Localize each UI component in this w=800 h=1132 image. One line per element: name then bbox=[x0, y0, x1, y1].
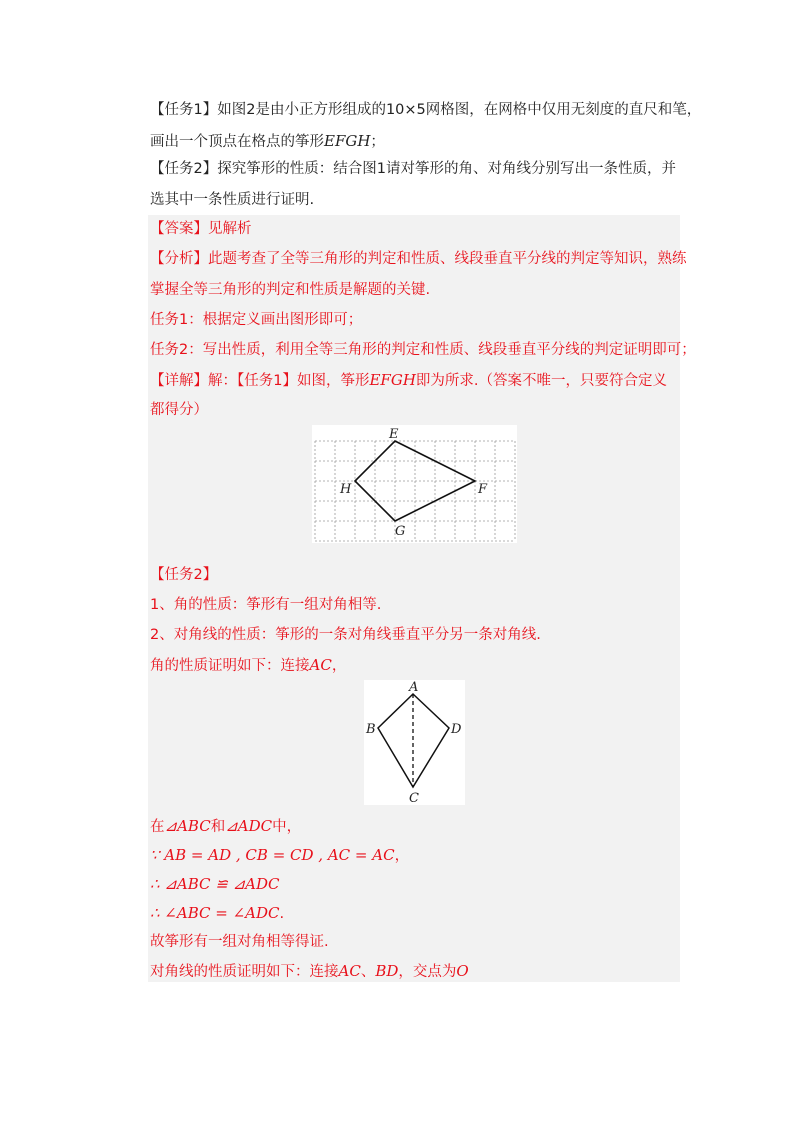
proof-l6-prefix: 对角线的性质证明如下：连接 bbox=[150, 964, 339, 980]
proof-l1-suffix: 中， bbox=[272, 819, 302, 835]
task1-kite-name: EFGH bbox=[324, 132, 371, 150]
detail-kite-name: EFGH bbox=[369, 371, 416, 389]
proof-angle-equal: ∴ ∠ABC = ∠ADC bbox=[150, 904, 280, 922]
angle-property: 1、角的性质：筝形有一组对角相等. bbox=[150, 597, 382, 613]
proof-triangle-adc: ⊿ADC bbox=[225, 817, 273, 835]
angle-proof-prefix: 角的性质证明如下：连接 bbox=[150, 658, 310, 674]
task2-hint: 任务2：写出性质，利用全等三角形的判定和性质、线段垂直平分线的判定证明即可； bbox=[150, 342, 696, 358]
answer-line: 【答案】见解析 bbox=[150, 221, 252, 237]
proof-l6-ac: AC bbox=[338, 962, 361, 980]
label-c: C bbox=[409, 791, 419, 805]
proof-line1 bbox=[150, 816, 301, 837]
label-b: B bbox=[366, 722, 376, 737]
proof-line6 bbox=[150, 961, 469, 982]
detail-prefix: 【详解】解：【任务1】如图，筝形 bbox=[150, 373, 370, 389]
angle-proof-ac: AC bbox=[309, 656, 332, 674]
proof-line4 bbox=[150, 903, 284, 924]
angle-proof-suffix: ， bbox=[331, 658, 347, 674]
task1-hint: 任务1：根据定义画出图形即可； bbox=[150, 312, 363, 328]
task1-line1: 【任务1】如图2是由小正方形组成的10×5网格图，在网格中仅用无刻度的直尺和笔， bbox=[150, 102, 702, 118]
proof-l6-bd: BD bbox=[375, 962, 399, 980]
grid-figure-svg bbox=[312, 425, 517, 543]
task1-line2-suffix: ； bbox=[370, 134, 385, 150]
proof-l6-mid: 、 bbox=[360, 964, 376, 980]
proof-line2 bbox=[150, 845, 409, 866]
proof-l4-suffix: . bbox=[279, 906, 285, 922]
kite-figure bbox=[364, 680, 465, 805]
proof-triangle-abc: ⊿ABC bbox=[164, 817, 211, 835]
task2-heading: 【任务2】 bbox=[150, 567, 218, 583]
detail-suffix: 即为所求.（答案不唯一，只要符合定义 bbox=[415, 373, 668, 389]
diagonal-property: 2、对角线的性质：筝形的一条对角线垂直平分另一条对角线. bbox=[150, 627, 541, 643]
proof-l6-o: O bbox=[456, 962, 469, 980]
task2-line2: 选其中一条性质进行证明. bbox=[150, 192, 315, 208]
proof-congruence: ∴ ⊿ABC ≌ ⊿ADC bbox=[150, 875, 280, 893]
proof-line3 bbox=[150, 874, 280, 895]
proof-l2-suffix: ， bbox=[394, 848, 410, 864]
task2-line1: 【任务2】探究筝形的性质：结合图1请对筝形的角、对角线分别写出一条性质，并 bbox=[150, 161, 676, 177]
task1-line2 bbox=[150, 131, 385, 152]
proof-given: ∵ AB = AD , CB = CD , AC = AC bbox=[150, 846, 395, 864]
label-g: G bbox=[395, 524, 406, 539]
label-e: E bbox=[389, 427, 399, 442]
kite-figure-svg bbox=[364, 680, 465, 805]
proof-line5: 故筝形有一组对角相等得证. bbox=[150, 934, 329, 950]
task1-line2-prefix: 画出一个顶点在格点的筝形 bbox=[150, 134, 324, 150]
label-d: D bbox=[451, 722, 462, 737]
analysis-line1: 【分析】此题考查了全等三角形的判定和性质、线段垂直平分线的判定等知识，熟练 bbox=[150, 251, 687, 267]
detail-line2: 都得分） bbox=[150, 402, 208, 418]
analysis-line2: 掌握全等三角形的判定和性质是解题的关键. bbox=[150, 282, 431, 298]
proof-l1-mid: 和 bbox=[210, 819, 226, 835]
proof-l6-mid2: ，交点为 bbox=[398, 964, 457, 980]
detail-line1 bbox=[150, 370, 667, 391]
label-h: H bbox=[340, 482, 352, 497]
angle-proof-intro bbox=[150, 655, 346, 676]
label-a: A bbox=[409, 680, 419, 695]
label-f: F bbox=[478, 482, 488, 497]
grid-figure bbox=[312, 425, 517, 543]
proof-l1-prefix: 在 bbox=[150, 819, 165, 835]
